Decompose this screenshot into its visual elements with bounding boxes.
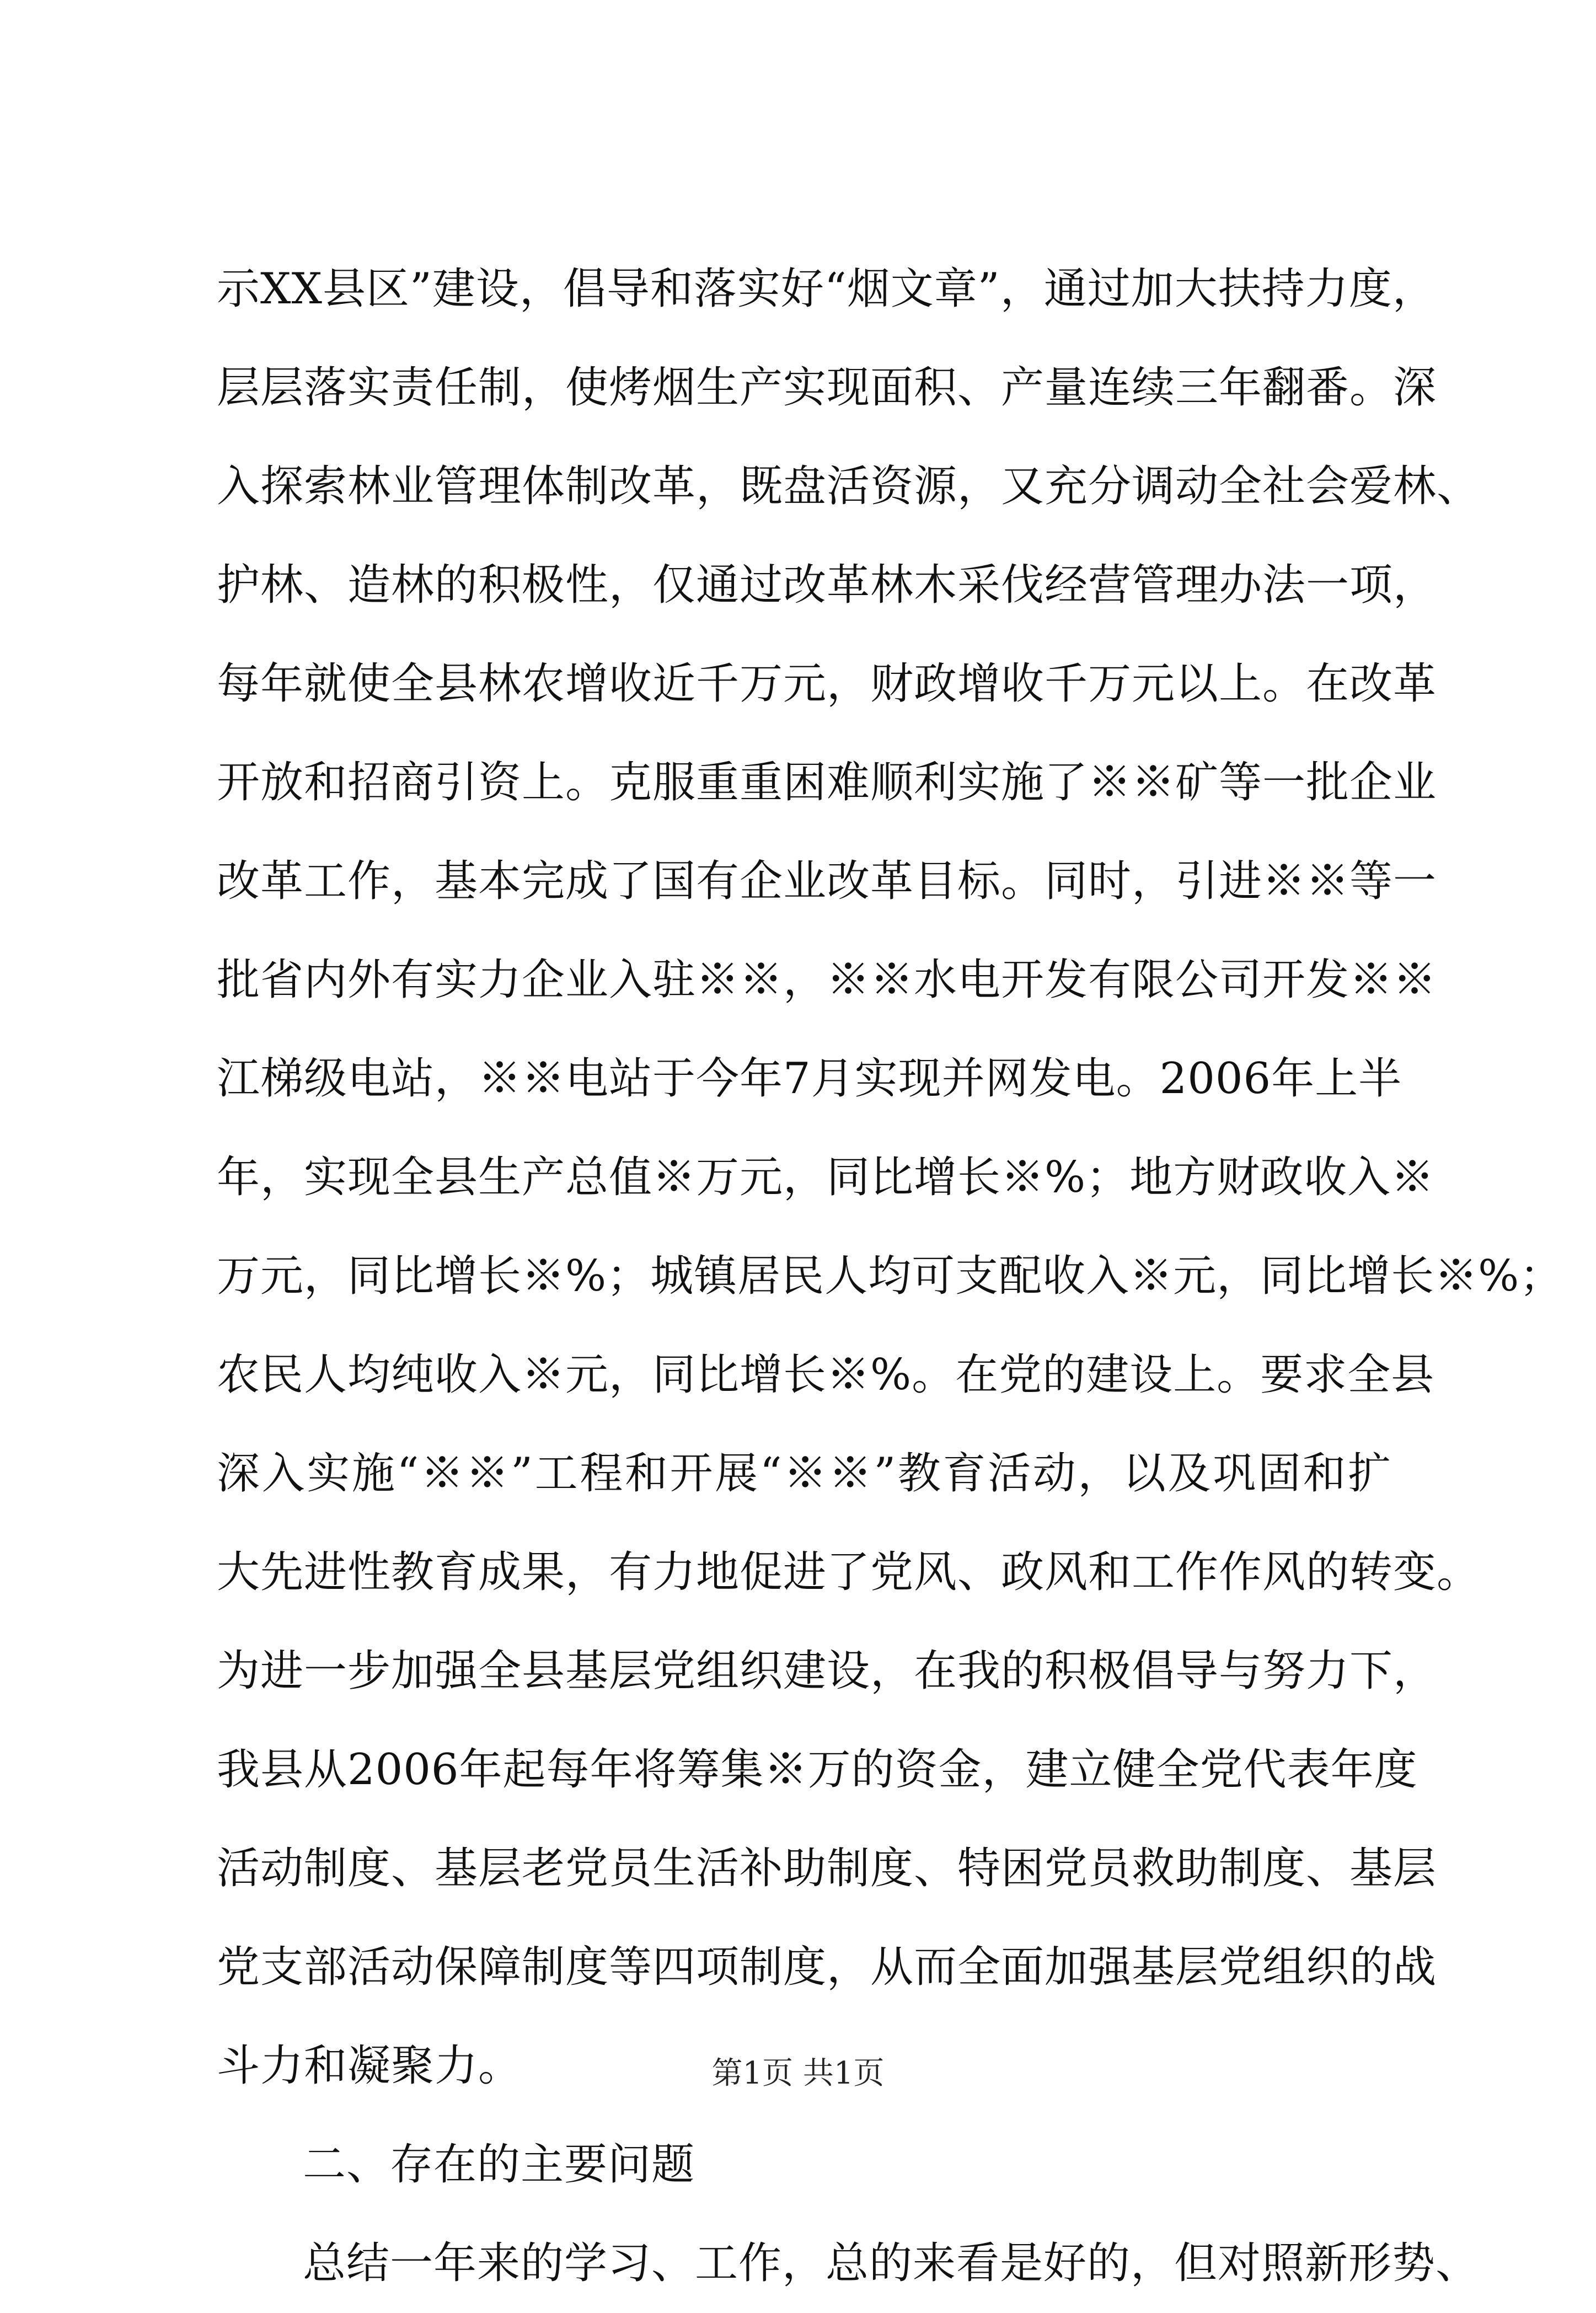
paragraph-line: 斗力和凝聚力。 [217, 2041, 522, 2091]
section-heading: 二、存在的主要问题 [303, 2140, 695, 2189]
paragraph-line: 示XX县区”建设，倡导和落实好“烟文章”，通过加大扶持力度， [217, 264, 1436, 314]
paragraph-line: 活动制度、基层老党员生活补助制度、特困党员救助制度、基层 [217, 1844, 1437, 1893]
paragraph-line: 年，实现全县生产总值※万元，同比增长※%；地方财政收入※ [217, 1153, 1435, 1202]
paragraph-line: 每年就使全县林农增收近千万元，财政增收千万元以上。在改革 [217, 659, 1437, 709]
paragraph-line: 层层落实责任制，使烤烟生产实现面积、产量连续三年翻番。深 [217, 363, 1437, 413]
paragraph-line: 农民人均纯收入※元，同比增长※%。在党的建设上。要求全县 [217, 1350, 1435, 1400]
page-number-label: 第1页 共1页 [711, 2055, 885, 2091]
paragraph-line: 我县从2006年起每年将筹集※万的资金，建立健全党代表年度 [217, 1745, 1418, 1795]
paragraph-line: 为进一步加强全县基层党组织建设，在我的积极倡导与努力下， [217, 1646, 1437, 1696]
paragraph-line: 江梯级电站，※※电站于今年7月实现并网发电。2006年上半 [217, 1054, 1402, 1104]
paragraph-line: 大先进性教育成果，有力地促进了党风、政风和工作作风的转变。 [217, 1548, 1481, 1597]
page-footer [0, 2052, 1596, 2096]
paragraph-line: 开放和招商引资上。克服重重困难顺利实施了※※矿等一批企业 [217, 758, 1437, 807]
paragraph-line: 改革工作，基本完成了国有企业改革目标。同时，引进※※等一 [217, 856, 1437, 906]
paragraph-line: 党支部活动保障制度等四项制度，从而全面加强基层党组织的战 [217, 1942, 1437, 1992]
paragraph-line: 批省内外有实力企业入驻※※，※※水电开发有限公司开发※※ [217, 955, 1437, 1005]
paragraph-line: 深入实施“※※”工程和开展“※※”教育活动，以及巩固和扩 [217, 1449, 1391, 1498]
paragraph-line: 护林、造林的积极性，仅通过改革林木采伐经营管理办法一项， [217, 560, 1437, 610]
paragraph-line: 万元，同比增长※%；城镇居民人均可支配收入※元，同比增长※%； [217, 1251, 1563, 1301]
paragraph-line: 入探索林业管理体制改革，既盘活资源，又充分调动全社会爱林、 [217, 462, 1481, 511]
paragraph-line: 总结一年来的学习、工作，总的来看是好的，但对照新形势、 [303, 2239, 1480, 2288]
document-body [217, 240, 1563, 2313]
